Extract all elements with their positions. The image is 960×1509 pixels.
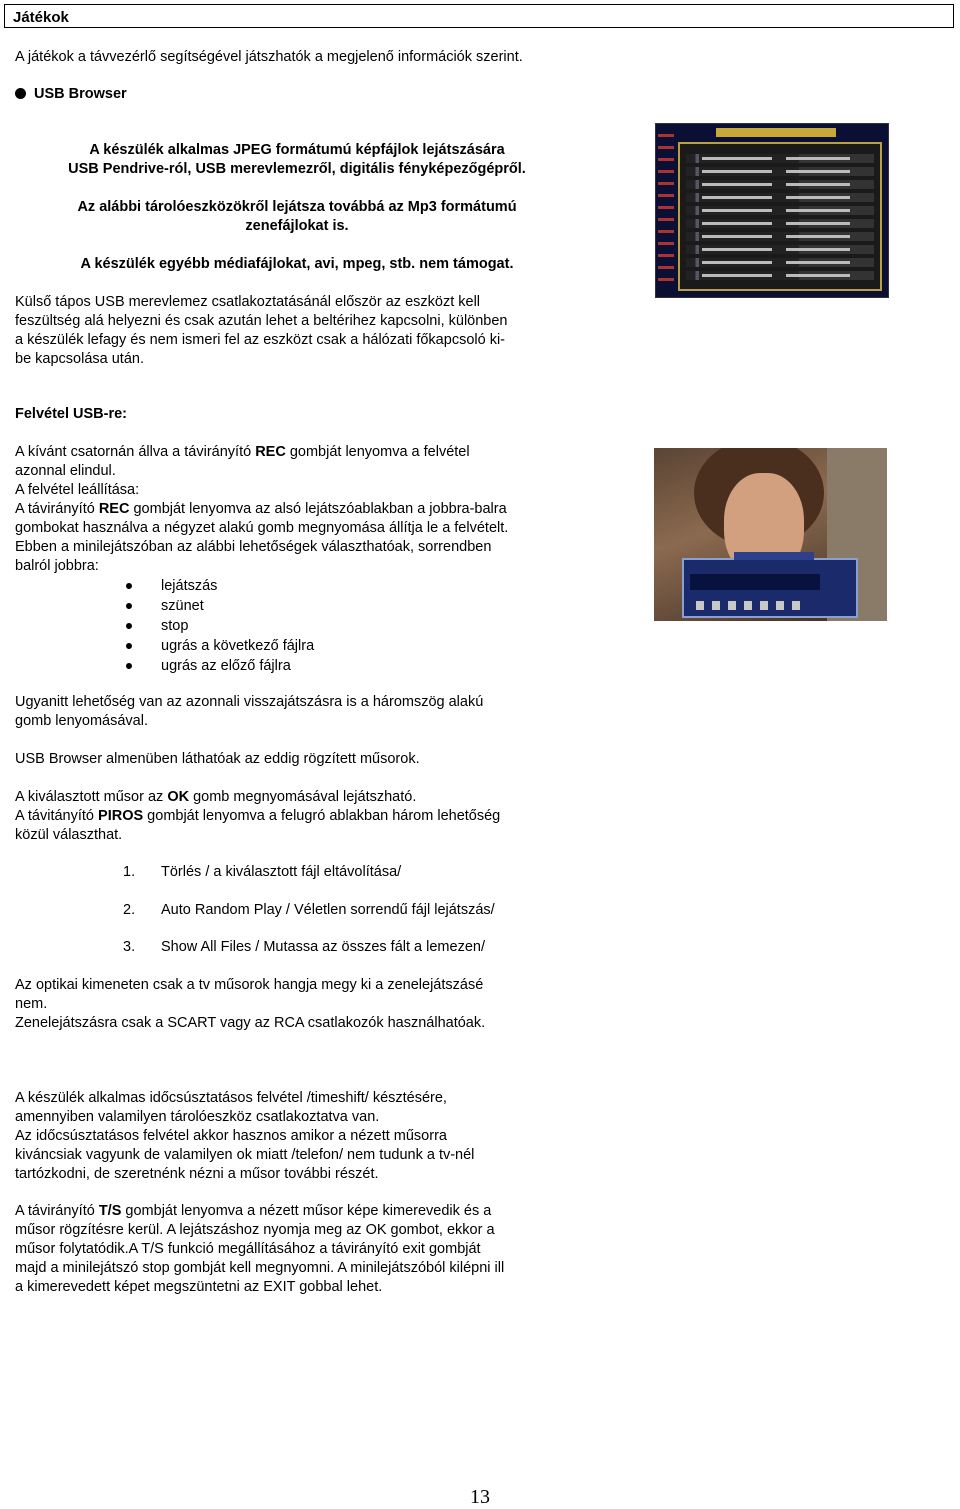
note-line: Zenelejátszásra csak a SCART vagy az RCA csatlakozók használhatóak. xyxy=(15,1015,486,1031)
hdd-line: a készülék lefagy és nem ismeri fel az eszközt csak a hálózati főkapcsoló ki- xyxy=(15,332,505,348)
record-line: A kívánt csatornán állva a távirányító REC gombját lenyomva a felvétel xyxy=(15,444,470,460)
timeshift-line: Az időcsúsztatásos felvétel akkor hasznos amikor a nézett műsorra xyxy=(15,1128,447,1144)
timeshift-line: A távirányító T/S gombját lenyomva a nézett műsor képe kimerevedik és a xyxy=(15,1203,492,1219)
external-hdd-note xyxy=(15,293,508,369)
timeshift-line: műsor rögzítésre kerül. A lejátszáshoz nyomja meg az OK gombot, ekkor a xyxy=(15,1222,495,1238)
intro-text: A játékok a távvezérlő segítségével játszhatók a megjelenő információk szerint. xyxy=(15,49,523,65)
player-options-list xyxy=(0,576,314,676)
hdd-line: be kapcsolása után. xyxy=(15,351,144,367)
timeshift-line: műsor folytatódik.A T/S funkció megállításához a távirányító exit gombját xyxy=(15,1241,481,1257)
mini-player-window xyxy=(682,558,858,618)
section-header xyxy=(4,4,954,28)
record-line: A távirányító REC gombját lenyomva az alsó lejátszóablakban a jobbra-balra xyxy=(15,501,507,517)
timeshift-line: a kimerevedett képet megszüntetni az EXIT gobbal lehet. xyxy=(15,1279,383,1295)
bullet-icon xyxy=(15,88,26,99)
playback-line: gomb lenyomásával. xyxy=(15,713,148,729)
record-line: azonnal elindul. xyxy=(15,463,116,479)
timeshift-line: tartózkodni, de szeretnénk nézni a műsor további részét. xyxy=(15,1166,379,1182)
note-line: nem. xyxy=(15,996,48,1012)
page-number: 13 xyxy=(470,1486,490,1508)
usb-browser-screenshot xyxy=(655,123,889,298)
record-line: gombokat használva a négyzet alakú gomb megnyomása állítja le a felvételt. xyxy=(15,520,509,536)
file-row xyxy=(686,154,874,163)
list-item: ugrás az előző fájlra xyxy=(0,656,314,676)
player-title-bar xyxy=(734,552,814,560)
record-title: Felvétel USB-re: xyxy=(15,406,128,422)
instruction-line: közül választhat. xyxy=(15,827,123,843)
numbered-option: 3. Show All Files / Mutassa az összes fált a lemezen/ xyxy=(123,939,485,955)
record-line: balról jobbra: xyxy=(15,558,99,574)
instruction-line: A távitányító PIROS gombját lenyomva a felugró ablakban három lehetőség xyxy=(15,808,501,824)
list-item: stop xyxy=(0,616,314,636)
timeshift-usage xyxy=(15,1202,504,1297)
timeshift-line: amennyiben valamilyen tárolóeszköz csatlakoztatva van. xyxy=(15,1109,380,1125)
file-row xyxy=(686,219,874,228)
list-item: lejátszás xyxy=(0,576,314,596)
list-item: szünet xyxy=(0,596,314,616)
decorative-pattern xyxy=(658,134,674,284)
record-line: Ebben a minilejátszóban az alábbi lehetőségek választhatóak, sorrendben xyxy=(15,539,492,555)
file-row xyxy=(686,180,874,189)
ok-red-instructions xyxy=(15,788,500,845)
list-item: ugrás a következő fájlra xyxy=(0,636,314,656)
section-title: Játékok xyxy=(13,9,69,26)
hdd-line: Külső tápos USB merevlemez csatlakoztatásánál először az eszközt kell xyxy=(15,294,481,310)
usb-line: USB Pendrive-ról, USB merevlemezről, digitális fényképezőgépről. xyxy=(68,161,526,177)
usb-line: zenefájlokat is. xyxy=(245,218,349,234)
player-info-bar xyxy=(690,574,820,590)
playback-paragraph xyxy=(15,693,483,731)
usb-mp3 xyxy=(0,198,594,236)
note-line: Az optikai kimeneten csak a tv műsorok hangja megy ki a zenelejátszásé xyxy=(15,977,484,993)
file-row xyxy=(686,258,874,267)
timeshift-intro xyxy=(15,1089,474,1184)
record-instructions xyxy=(15,443,635,576)
usb-browser-title xyxy=(15,85,127,104)
file-row xyxy=(686,167,874,176)
playback-line: Ugyanitt lehetőség van az azonnali visszajátszásra is a háromszög alakú xyxy=(15,694,484,710)
screenshot-titlebar xyxy=(716,128,836,137)
usb-unsupported xyxy=(0,255,594,274)
usb-line: Az alábbi tárolóeszközökről lejátsza továbbá az Mp3 formátumú xyxy=(77,199,517,215)
timeshift-line: kiváncsiak vagyunk de valamilyen ok miatt /telefon/ nem tudunk a tv-nél xyxy=(15,1147,475,1163)
instruction-line: A kiválasztott műsor az OK gomb megnyomásával lejátszható. xyxy=(15,789,417,805)
usb-browser-note: USB Browser almenüben láthatóak az eddig rögzített műsorok. xyxy=(15,751,420,767)
usb-capabilities xyxy=(0,141,594,179)
usb-line: A készülék alkalmas JPEG formátumú képfájlok lejátszására xyxy=(89,142,505,158)
mini-player-screenshot xyxy=(654,448,887,621)
numbered-option: 1. Törlés / a kiválasztott fájl eltávolítása/ xyxy=(123,864,402,880)
usb-browser-title-text: USB Browser xyxy=(34,86,127,102)
file-row xyxy=(686,232,874,241)
usb-line: A készülék egyébb médiafájlokat, avi, mpeg, stb. nem támogat. xyxy=(80,256,514,272)
file-list-panel xyxy=(678,142,882,291)
file-row xyxy=(686,193,874,202)
hdd-line: feszültség alá helyezni és csak azután lehet a beltérihez kapcsolni, különben xyxy=(15,313,508,329)
player-buttons xyxy=(696,601,806,610)
optical-output-note xyxy=(15,976,485,1033)
file-row xyxy=(686,245,874,254)
timeshift-line: A készülék alkalmas időcsúsztatásos felvétel /timeshift/ késztésére, xyxy=(15,1090,447,1106)
file-row xyxy=(686,271,874,280)
numbered-option: 2. Auto Random Play / Véletlen sorrendű fájl lejátszás/ xyxy=(123,902,495,918)
file-row xyxy=(686,206,874,215)
timeshift-line: majd a minilejátszó stop gombját kell megnyomni. A minilejátszóból kilépni ill xyxy=(15,1260,505,1276)
record-line: A felvétel leállítása: xyxy=(15,482,140,498)
